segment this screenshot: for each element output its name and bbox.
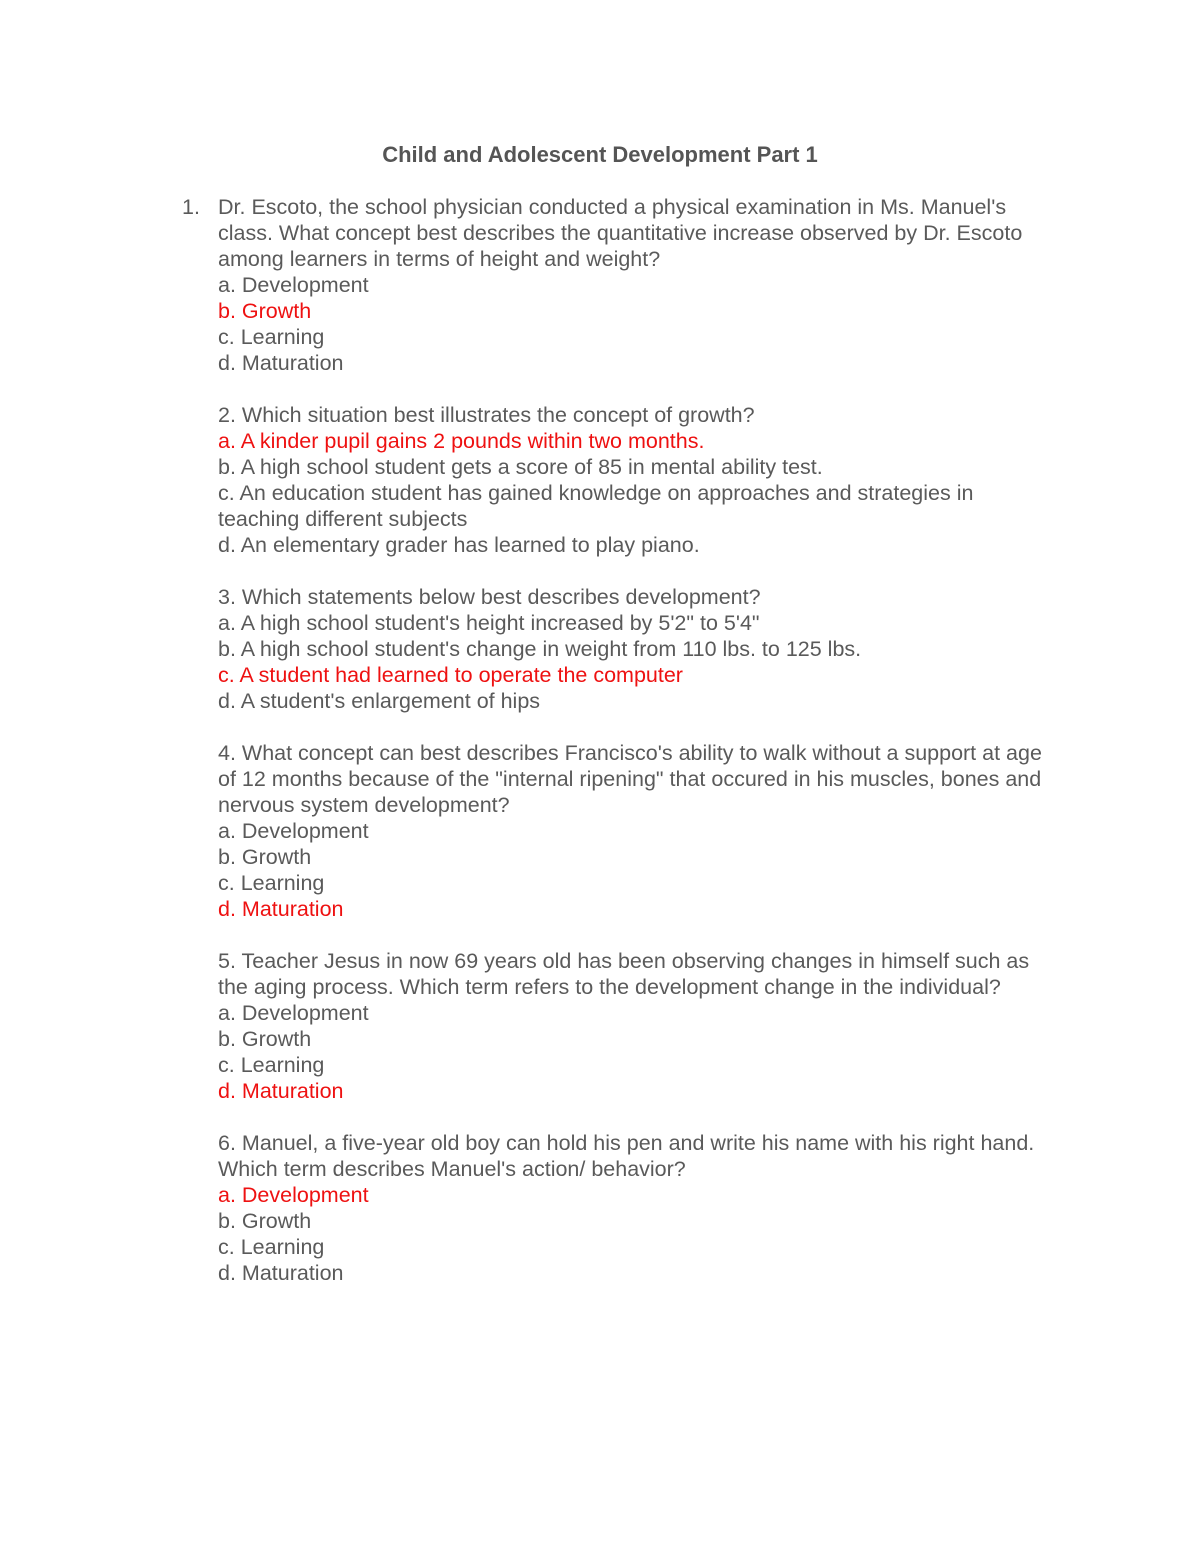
- question-2-option-d: d. An elementary grader has learned to play piano.: [218, 533, 700, 557]
- question-1-option-d: d. Maturation: [218, 351, 344, 375]
- question-4-option-d: d. Maturation: [218, 897, 344, 921]
- question-2-option-c: c. An education student has gained knowledge on approaches and strategies in teaching different subjects: [218, 481, 974, 531]
- question-5-option-b: b. Growth: [218, 1027, 312, 1051]
- question-1-option-b: b. Growth: [218, 299, 312, 323]
- question-3-option-a: a. A high school student's height increased by 5'2" to 5'4": [218, 611, 760, 635]
- question-3-text: 3. Which statements below best describes development?: [218, 585, 761, 609]
- question-4-option-a: a. Development: [218, 819, 369, 843]
- question-1-number: 1.: [182, 195, 200, 219]
- question-2-text: 2. Which situation best illustrates the concept of growth?: [218, 403, 755, 427]
- question-2-option-a: a. A kinder pupil gains 2 pounds within two months.: [218, 429, 705, 453]
- question-5-text: 5. Teacher Jesus in now 69 years old has been observing changes in himself such as the aging process. Which term refers to the development change in the individual?: [218, 949, 1030, 999]
- question-3-option-b: b. A high school student's change in weight from 110 lbs. to 125 lbs.: [218, 637, 862, 661]
- question-3-option-d: d. A student's enlargement of hips: [218, 689, 541, 713]
- question-4: [218, 740, 1058, 922]
- question-1-text: Dr. Escoto, the school physician conducted a physical examination in Ms. Manuel's class. What concept best describes the quantitative increase observed by Dr. Escoto among learners in terms of height and weight?: [218, 195, 1023, 271]
- question-1: [182, 194, 1058, 376]
- question-5-option-a: a. Development: [218, 1001, 369, 1025]
- question-6-option-a: a. Development: [218, 1183, 369, 1207]
- question-6: [218, 1130, 1058, 1286]
- question-1-option-c: c. Learning: [218, 325, 325, 349]
- question-3: [218, 584, 1058, 714]
- question-4-option-b: b. Growth: [218, 845, 312, 869]
- question-5-option-d: d. Maturation: [218, 1079, 344, 1103]
- question-1-option-a: a. Development: [218, 273, 369, 297]
- document-title: Child and Adolescent Development Part 1: [382, 142, 818, 167]
- question-6-option-d: d. Maturation: [218, 1261, 344, 1285]
- question-2-option-b: b. A high school student gets a score of 85 in mental ability test.: [218, 455, 823, 479]
- question-4-text: 4. What concept can best describes Francisco's ability to walk without a support at age of 12 months because of the "internal ripening" that occured in his muscles, bones and nervous system development?: [218, 741, 1042, 817]
- question-3-option-c: c. A student had learned to operate the computer: [218, 663, 683, 687]
- question-5: [218, 948, 1058, 1104]
- question-2: [218, 402, 1058, 558]
- question-5-option-c: c. Learning: [218, 1053, 325, 1077]
- question-6-option-b: b. Growth: [218, 1209, 312, 1233]
- question-list: [182, 194, 1058, 1286]
- question-4-option-c: c. Learning: [218, 871, 325, 895]
- question-6-text: 6. Manuel, a five-year old boy can hold his pen and write his name with his right hand. Which term describes Manuel's action/ behavior?: [218, 1131, 1035, 1181]
- question-6-option-c: c. Learning: [218, 1235, 325, 1259]
